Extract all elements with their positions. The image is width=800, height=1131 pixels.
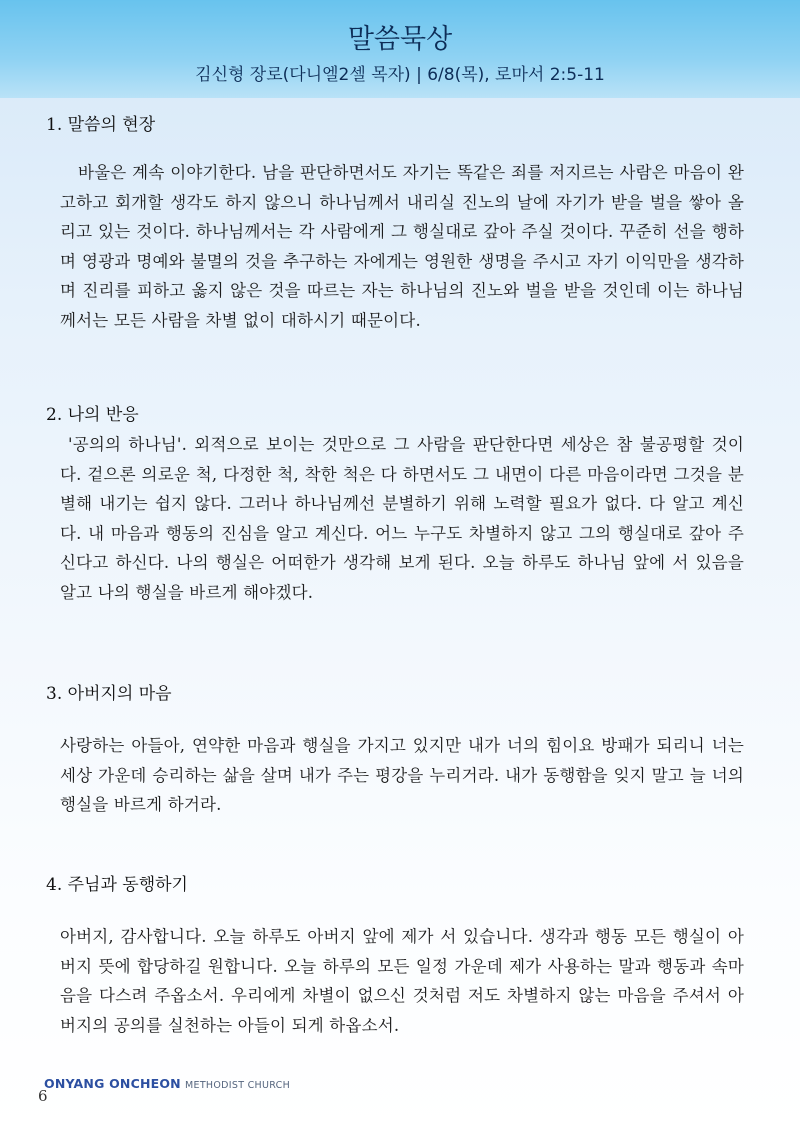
- logo-name: ONYANG ONCHEON: [44, 1076, 181, 1091]
- section-body-2: '공의의 하나님'. 외적으로 보이는 것만으로 그 사람을 판단한다면 세상은 참 불공평할 것이다. 겉으론 의로운 척, 다정한 척, 착한 척은 다 하면서도 그 내면이 다른 마음이라면 그것을 분별해 내기는 쉽지 않다. 그러나 하나님께선 분별하기 위해 노력할 필요가 없다. 다 알고 계신다. 내 마음과 행동의 진심을 알고 계신다. 어느 누구도 차별하지 않고 그의 행실대로 갚아 주신다고 하신다. 나의 행실은 어떠한가 생각해 보게 된다. 오늘 하루도 하나님 앞에 서 있음을 알고 나의 행실을 바르게 해야겠다.: [60, 435, 744, 602]
- page-subtitle: 김신형 장로(다니엘2셀 목자) | 6/8(목), 로마서 2:5-11: [195, 65, 605, 85]
- section-body-3: 사랑하는 아들아, 연약한 마음과 행실을 가지고 있지만 내가 너의 힘이요 방패가 되리니 너는 세상 가운데 승리하는 삶을 살며 내가 주는 평강을 누리거라. 내가 동행함을 잊지 말고 늘 너의 행실을 바르게 하거라.: [60, 736, 744, 814]
- page-number: 6: [38, 1087, 48, 1105]
- page-title: 말씀묵상: [347, 24, 453, 55]
- section-heading-4: 4. 주님과 동행하기: [46, 875, 188, 895]
- section-body-4: 아버지, 감사합니다. 오늘 하루도 아버지 앞에 제가 서 있습니다. 생각과 행동 모든 행실이 아버지 뜻에 합당하길 원합니다. 오늘 하루의 모든 일정 가운데 제가 사용하는 말과 행동과 속마음을 다스려 주옵소서. 우리에게 차별이 없으신 것처럼 저도 차별하지 않는 마음을 주셔서 아버지의 공의를 실천하는 아들이 되게 하옵소서.: [60, 927, 744, 1035]
- section-heading-3: 3. 아버지의 마음: [46, 684, 172, 704]
- section-heading-1: 1. 말씀의 현장: [46, 115, 156, 135]
- church-logo: [44, 1076, 290, 1091]
- section-heading-2: 2. 나의 반응: [46, 405, 139, 425]
- section-body-1: 바울은 계속 이야기한다. 남을 판단하면서도 자기는 똑같은 죄를 저지르는 사람은 마음이 완고하고 회개할 생각도 하지 않으니 하나님께서 내리실 진노의 날에 자기가 받을 벌을 쌓아 올리고 있는 것이다. 하나님께서는 각 사람에게 그 행실대로 갚아 주실 것이다. 꾸준히 선을 행하며 영광과 명예와 불멸의 것을 추구하는 자에게는 영원한 생명을 주시고 자기 이익만을 생각하며 진리를 피하고 옳지 않은 것을 따르는 자는 하나님의 진노와 벌을 받을 것인데 이는 하나님께서는 모든 사람을 차별 없이 대하시기 때문이다.: [60, 163, 744, 330]
- page-header: [0, 0, 800, 98]
- logo-subtitle: METHODIST CHURCH: [185, 1080, 291, 1091]
